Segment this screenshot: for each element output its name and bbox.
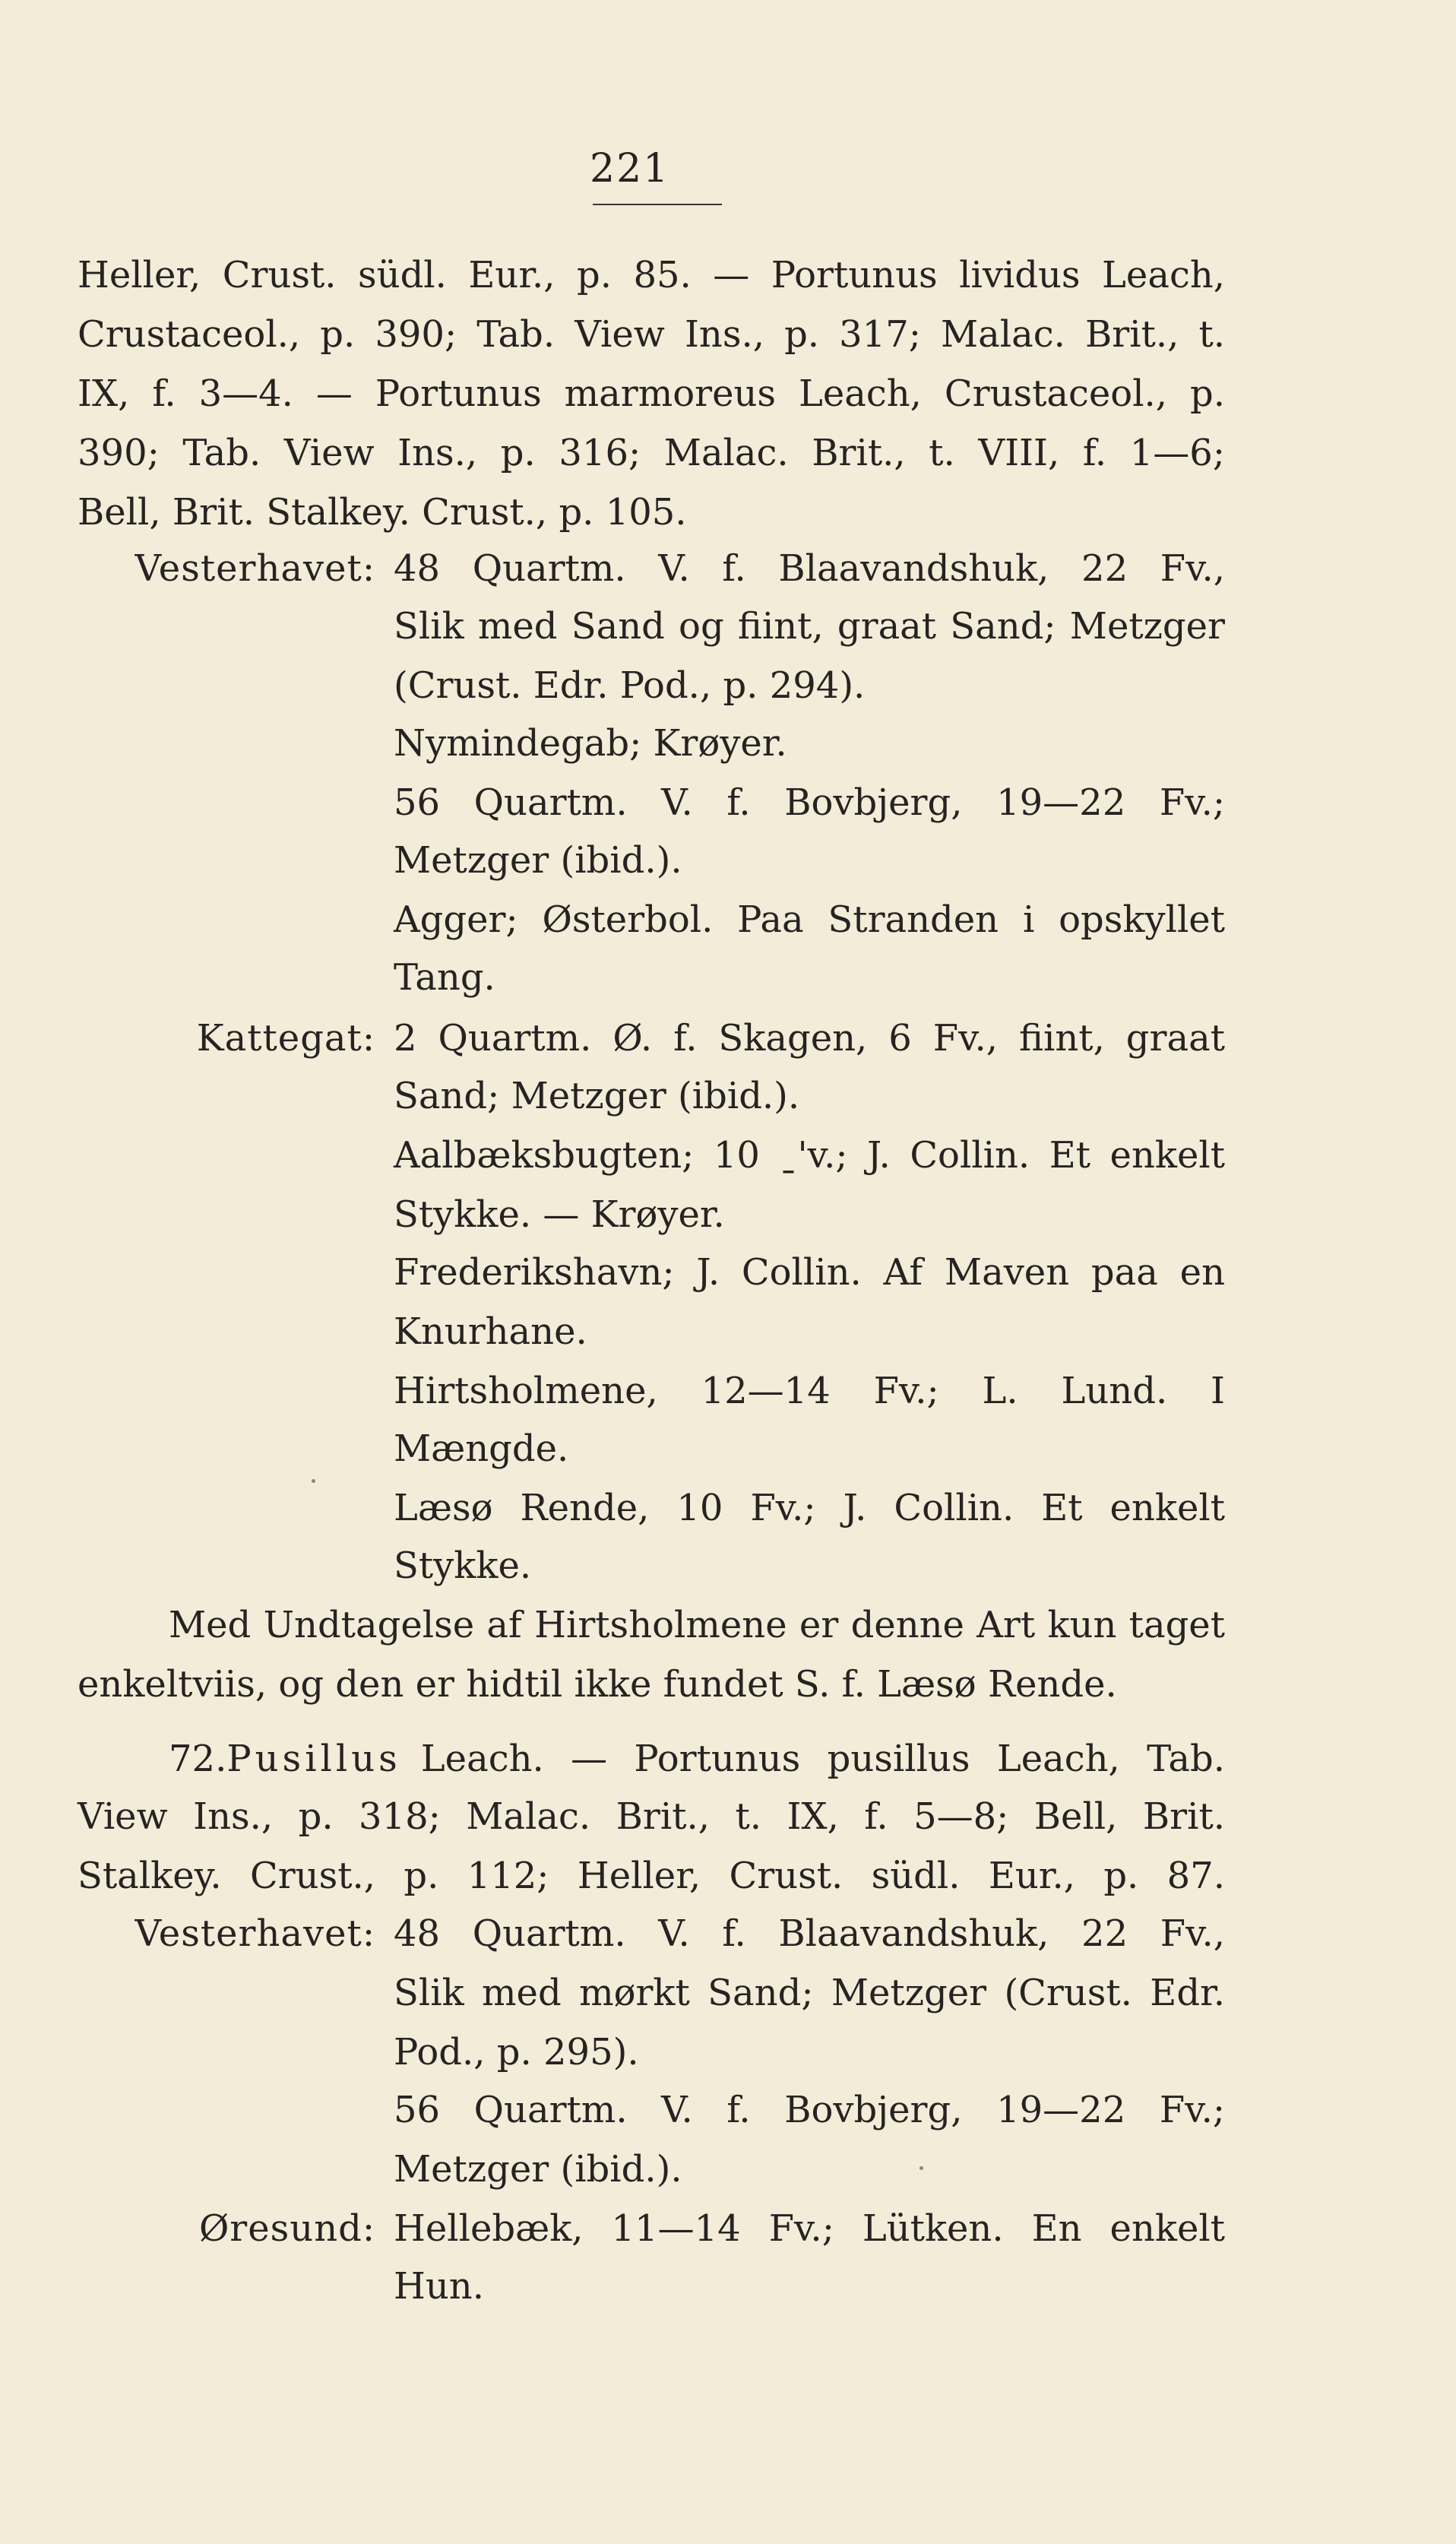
text-line: Bell, Brit. Stalkey. Crust., p. 105. [78,491,687,534]
locality-line: Tang. [394,956,495,999]
text-line: Med Undtagelse af Hirtsholmene er denne Art kun taget [169,1604,1225,1646]
locality-label: Vesterhavet: [135,1912,375,1955]
locality-line: 2 Quartm. Ø. f. Skagen, 6 Fv., fiint, graat [394,1017,1225,1060]
species-heading-line [169,1735,1225,1783]
locality-line: Metzger (ibid.). [394,839,682,882]
locality-line: Frederikshavn; J. Collin. Af Maven paa en [394,1251,1225,1294]
scan-speck [312,1479,315,1483]
locality-line: Hirtsholmene, 12—14 Fv.; L. Lund. I [394,1370,1225,1412]
species-name: Pusillus [226,1738,401,1780]
locality-line: Aalbæksbugten; 10 ˍ'v.; J. Collin. Et enkelt [394,1134,1225,1177]
locality-line: Hellebæk, 11—14 Fv.; Lütken. En enkelt [394,2207,1225,2250]
text-line: IX, f. 3—4. — Portunus marmoreus Leach, Crustaceol., p. [78,372,1225,415]
text-line: View Ins., p. 318; Malac. Brit., t. IX, f. 5—8; Bell, Brit. [78,1795,1225,1838]
locality-line: Stykke. — Krøyer. [394,1193,725,1236]
locality-line: Hun. [394,2265,484,2308]
locality-line: Knurhane. [394,1310,587,1353]
locality-label: Vesterhavet: [135,547,375,590]
locality-line: 56 Quartm. V. f. Bovbjerg, 19—22 Fv.; [394,781,1225,824]
scan-speck [919,2166,923,2170]
locality-line: Slik med mørkt Sand; Metzger (Crust. Edr. [394,1972,1225,2014]
locality-line: Stykke. [394,1544,532,1587]
text-line: 390; Tab. View Ins., p. 316; Malac. Brit., t. VIII, f. 1—6; [78,432,1225,474]
locality-line: (Crust. Edr. Pod., p. 294). [394,664,866,707]
locality-line: Mængde. [394,1427,569,1470]
locality-line: Pod., p. 295). [394,2031,639,2074]
locality-line: 48 Quartm. V. f. Blaavandshuk, 22 Fv., [394,547,1225,590]
locality-line: Metzger (ibid.). [394,2148,682,2191]
text-line: Crustaceol., p. 390; Tab. View Ins., p. 317; Malac. Brit., t. [78,313,1225,356]
locality-line: Læsø Rende, 10 Fv.; J. Collin. Et enkelt [394,1487,1225,1529]
text-line: Stalkey. Crust., p. 112; Heller, Crust. südl. Eur., p. 87. [78,1855,1225,1897]
locality-label: Kattegat: [196,1017,375,1060]
locality-line: 56 Quartm. V. f. Bovbjerg, 19—22 Fv.; [394,2089,1225,2131]
locality-line: Nymindegab; Krøyer. [394,722,787,765]
page-number: 221 [590,146,670,192]
header-rule [593,204,722,205]
locality-line: Slik med Sand og fiint, graat Sand; Metzger [394,605,1225,648]
locality-label: Øresund: [198,2207,375,2250]
text-line: Heller, Crust. südl. Eur., p. 85. — Portunus lividus Leach, [78,254,1225,296]
text-line: enkeltviis, og den er hidtil ikke fundet S. f. Læsø Rende. [78,1663,1117,1706]
species-number: 72. [169,1738,227,1780]
locality-line: Agger; Østerbol. Paa Stranden i opskyllet [394,898,1225,941]
locality-line: Sand; Metzger (ibid.). [394,1075,800,1117]
locality-line: 48 Quartm. V. f. Blaavandshuk, 22 Fv., [394,1912,1225,1955]
species-synonymy: Leach. — Portunus pusillus Leach, Tab. [420,1738,1225,1780]
